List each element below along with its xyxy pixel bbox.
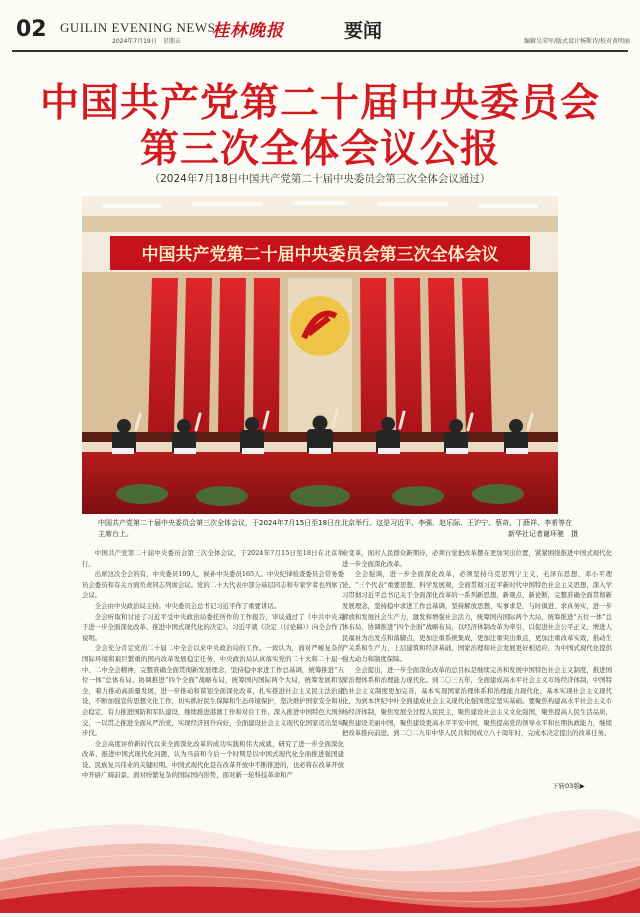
paragraph: 业变革，面对人民群众新期待，必须自觉把改革摆在更加突出位置，紧紧围绕推进中国式现代化进一步全面深化改革。 [342, 549, 612, 568]
caption-text: 中国共产党第二十届中央委员会第三次全体会议，于2024年7月15日至18日在北京举行。这是习近平、李强、赵乐际、王沪宁、蔡奇、丁薛祥、李希等在主席台上。 [98, 519, 573, 538]
paragraph: 全会提出，进一步全面深化改革的总目标是继续完善和发展中国特色社会主义制度，推进国家治理体系和治理能力现代化。到二〇三五年，全面建成高水平社会主义市场经济体制，中国特色社会主义制度更加完善，基本实现国家治理体系和治理能力现代化，基本实现社会主义现代化，为到本世纪中叶全面建成社会主义现代化强国奠定坚实基础。要聚焦构建高水平社会主义市场经济体制，聚焦发展全过程人民民主，聚焦建设社会主义文化强国，聚焦提高人民生活品质，聚焦建设美丽中国，聚焦建设更高水平平安中国，聚焦提高党的领导水平和长期执政能力，继续把改革推向前进。到二〇二九年中华人民共和国成立八十周年时，完成本决定提出的改革任务。 [342, 665, 612, 738]
plenary-session-photo [82, 196, 558, 514]
paragraph: 全会高度评价新时代以来全面深化改革的成功实践和伟大成就，研究了进一步全面深化改革、推进中国式现代化问题，认为当前和今后一个时期是以中国式现代化全面推进强国建设、民族复兴伟业的关键时期。中国式现代化是在改革开放中不断推进的，也必将在改革开放中开辟广阔前景。面对纷繁复杂的国际国内形势，面对新一轮科技革命和产 [82, 739, 345, 780]
headline-line-1: 中国共产党第二十届中央委员会 [39, 81, 600, 126]
subheadline: （2024年7月18日中国共产党第二十届中央委员会第三次全体会议通过） [149, 173, 491, 185]
newspaper-logo: 桂林晚报 [212, 21, 284, 41]
paragraph: 全会由中央政治局主持。中央委员会总书记习近平作了重要讲话。 [94, 601, 281, 610]
page-number: 02 [16, 17, 47, 42]
continued-on-page-link[interactable]: 下转03版▶ [552, 782, 585, 790]
red-wave-decoration [0, 800, 640, 913]
article-column-2 [342, 548, 612, 739]
paragraph: 全会充分肯定党的二十届二中全会以来中央政治局的工作。一致认为，面对严峻复杂的国际环境和艰巨繁重的国内改革发展稳定任务，中央政治局认真落实党的二十大和二十届一中、二中全会精神，完整准确全面贯彻新发展理念，坚持稳中求进工作总基调，统筹推进“五位一体”总体布局、协调推进“四个全面”战略布局，统筹国内国际两个大局，统筹发展和安全，着力推动高质量发展，进一步推动和谋划全面深化改革，扎实推进社会主义民主法治建设，不断加强宣传思想文化工作，切实抓好民生保障和生态环境保护，坚决维护国家安全和社会稳定，有力推进国防和军队建设，继续推进港澳工作和对台工作，深入推进中国特色大国外交，一以贯之推进全面从严治党，实现经济回升向好，全面建设社会主义现代化国家迈出坚实步伐。 [82, 644, 345, 738]
photo-caption [98, 518, 578, 540]
article-column-1 [82, 548, 344, 781]
paper-name-en: GUILIN EVENING NEWS [60, 20, 216, 35]
decorative-footer [0, 800, 640, 913]
paragraph: 中国共产党第二十届中央委员会第三次全体会议，于2024年7月15日至18日在北京举行。 [82, 549, 344, 568]
photo-credit: 新华社记者谢环驰 摄 [508, 530, 578, 538]
paragraph: 全会听取和讨论了习近平受中央政治局委托所作的工作报告，审议通过了《中共中央关于进一步全面深化改革、推进中国式现代化的决定》。习近平就《决定（讨论稿）》向全会作了说明。 [82, 612, 345, 642]
photo-banner: 中国共产党第二十届中央委员会第三次全体会议 [141, 245, 499, 265]
headline-line-2: 第三次全体会议公报 [139, 127, 500, 172]
plenary-hall-illustration [82, 196, 558, 514]
header-rule [12, 50, 628, 52]
masthead [0, 0, 640, 52]
paragraph: 全会强调，进一步全面深化改革，必须坚持马克思列宁主义、毛泽东思想、邓小平理论、“三个代表”重要思想、科学发展观，全面贯彻习近平新时代中国特色社会主义思想，深入学习贯彻习近平总书记关于全面深化改革的一系列新思想、新观点、新论断，完整准确全面贯彻新发展理念，坚持稳中求进工作总基调，坚持解放思想、实事求是，与时俱进、求真务实，进一步解放和发展社会生产力，激发和增强社会活力，统筹国内国际两个大局，统筹推进“五位一体”总体布局，协调推进“四个全面”战略布局，以经济体制改革为牵引，以促进社会公平正义、增进人民福祉为出发点和落脚点，更加注重系统集成，更加注重突出重点，更加注重改革实效，推动生产关系和生产力、上层建筑和经济基础、国家治理和社会发展更好相适应，为中国式现代化提供强大动力和制度保障。 [342, 570, 612, 663]
section-name: 要闻 [344, 20, 383, 42]
paragraph: 出席这次全会的有，中央委员199人，候补中央委员165人。中央纪律检查委员会常务委员会委员和有关方面负责同志列席会议。党的二十大代表中部分基层同志和专家学者也列席了会议。 [82, 570, 345, 600]
issue-date: 2024年7月19日 星期五 [112, 38, 181, 45]
editor-credits: 编辑吴荣军/版式设计杨斯诗/校对黄明丽 [523, 38, 630, 45]
